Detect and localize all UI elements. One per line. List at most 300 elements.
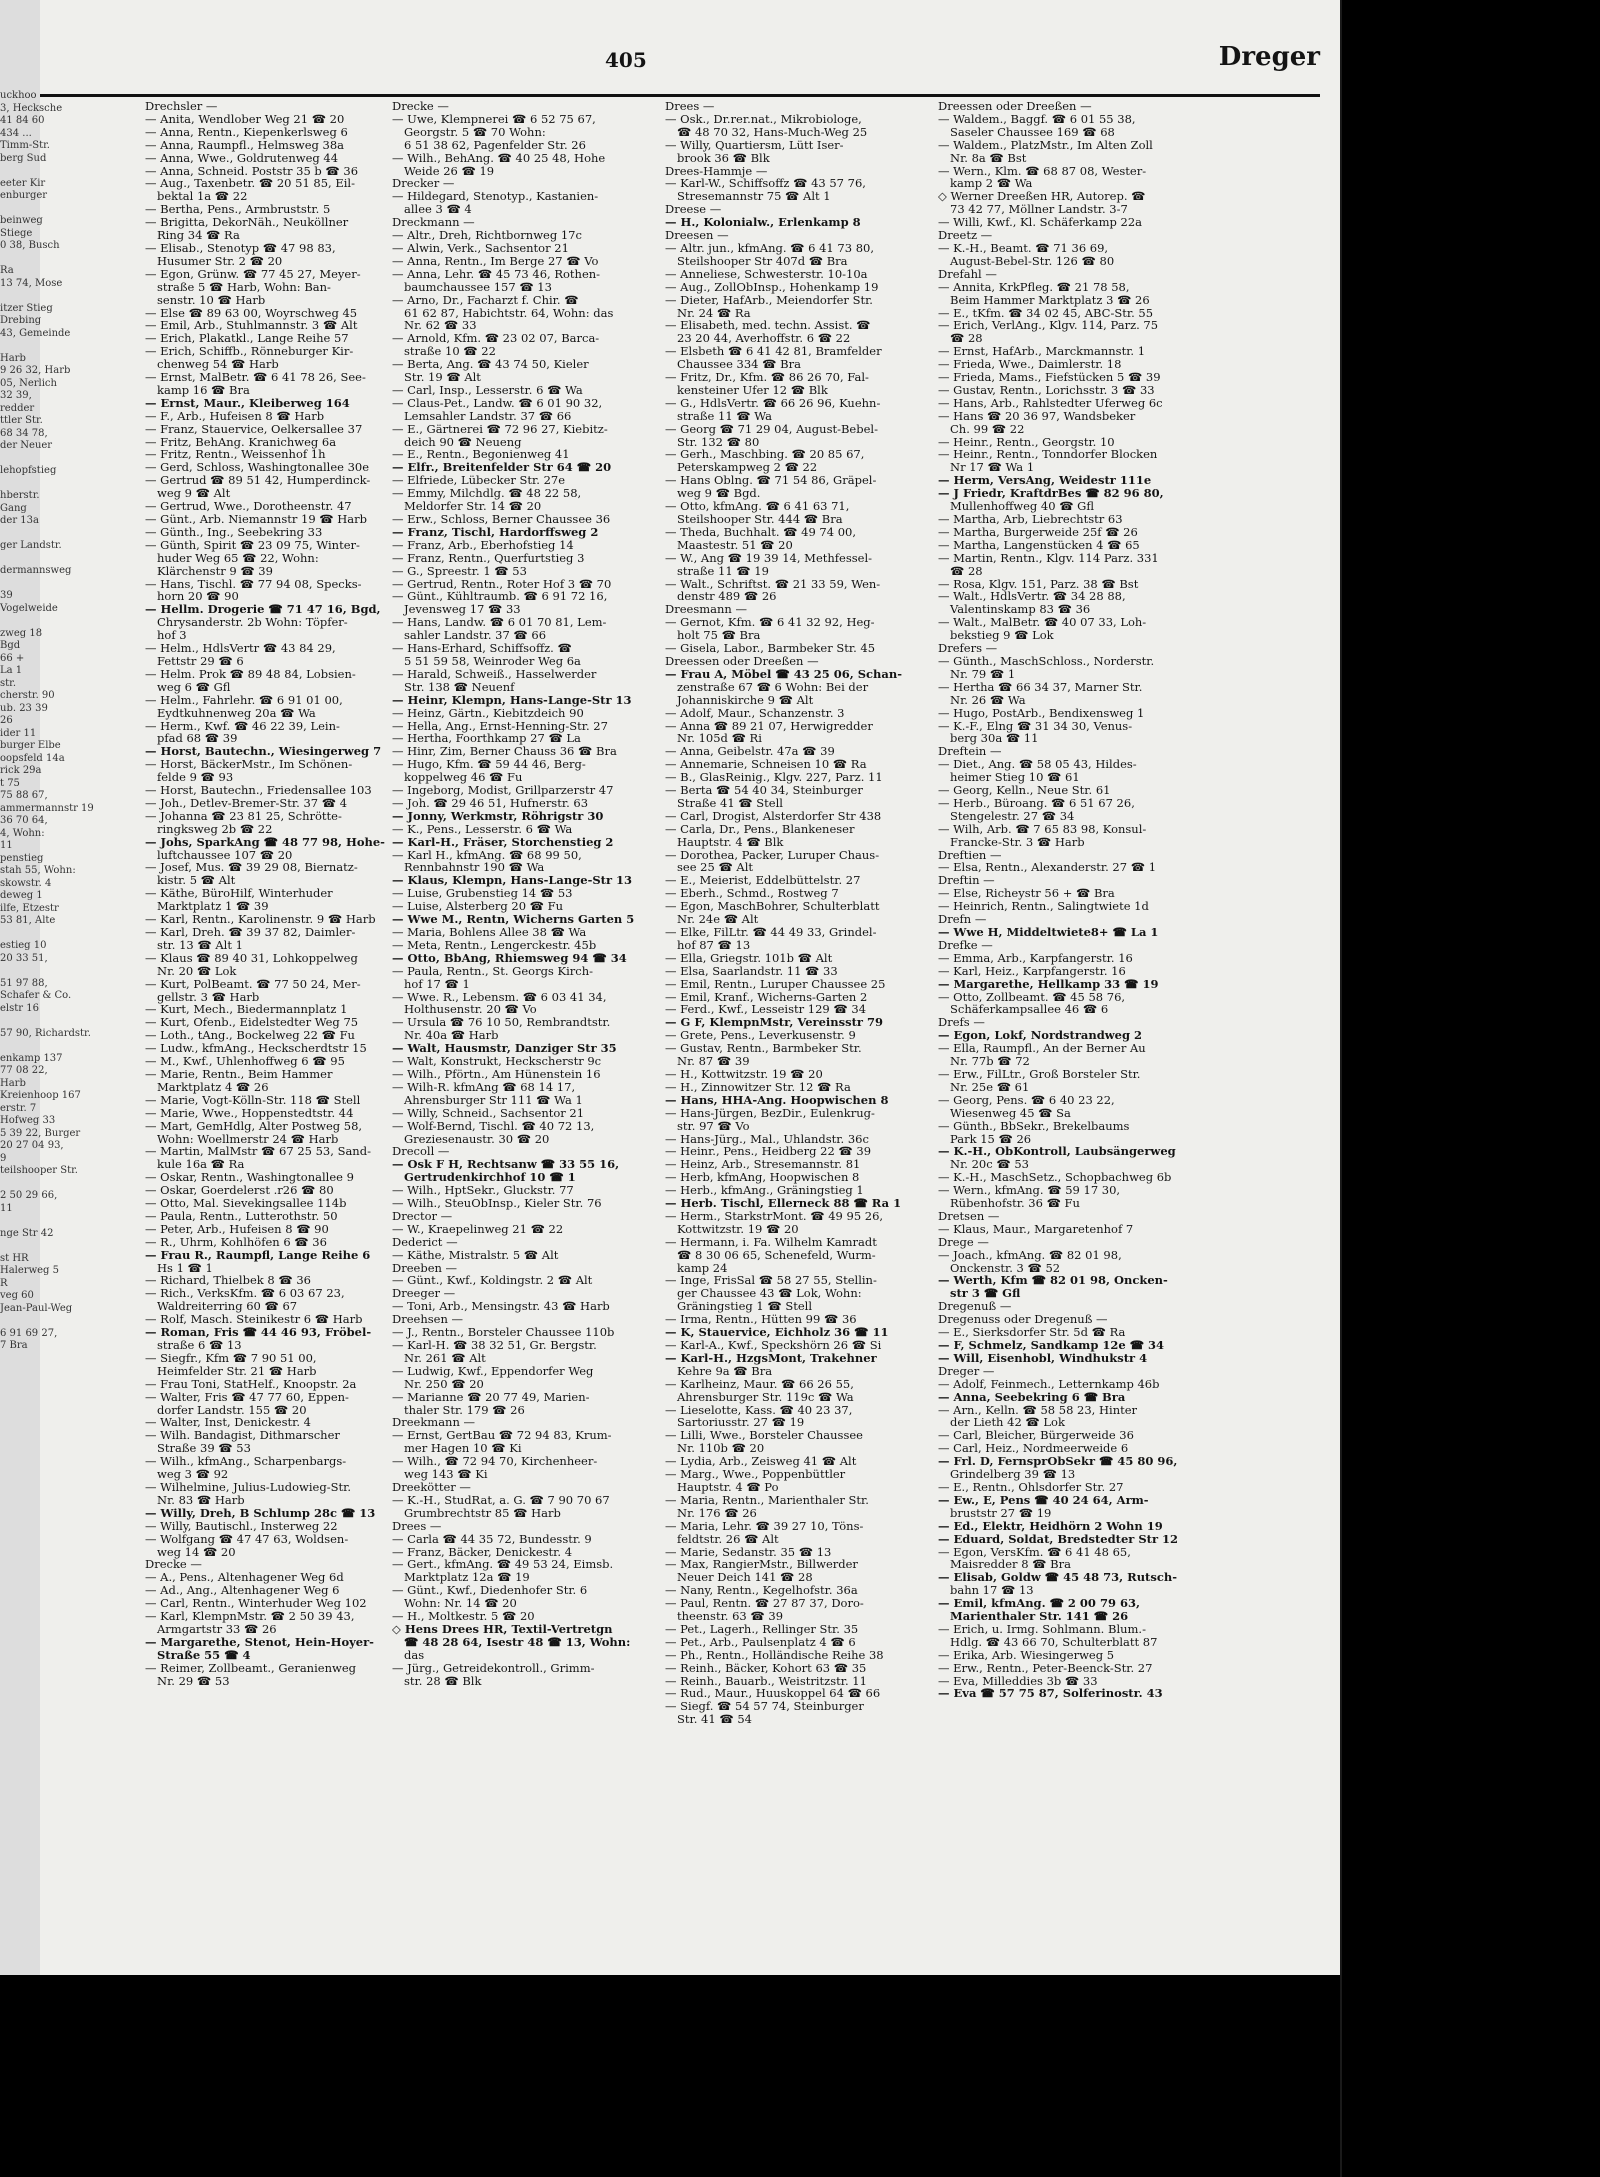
directory-entry: — Günth., BbSekr., Brekelbaums (938, 1118, 1130, 1133)
directory-entry: Nr. 79 ☎ 1 (950, 666, 1016, 681)
surname-heading: Dreeben — (392, 1260, 458, 1275)
directory-entry: — J., Rentn., Borsteler Chaussee 110b (392, 1325, 615, 1340)
directory-entry: mer Hagen 10 ☎ Ki (404, 1441, 522, 1456)
prev-page-fragment: burger Elbe (0, 740, 61, 751)
directory-entry: Georgstr. 5 ☎ 70 Wohn: (404, 124, 546, 139)
directory-entry: — Horst, BäckerMstr., Im Schönen- (145, 757, 353, 772)
directory-entry: Str. 132 ☎ 80 (677, 434, 760, 449)
directory-entry: — Heinr., Pens., Heidberg 22 ☎ 39 (665, 1144, 872, 1159)
directory-entry: — Will, Eisenhobl, Windhukstr 4 (938, 1350, 1148, 1365)
directory-entry: — Carl, Bleicher, Bürgerweide 36 (938, 1428, 1134, 1443)
directory-entry: — Carla ☎ 44 35 72, Bundesstr. 9 (392, 1531, 592, 1546)
directory-entry: — Marie, Vogt-Kölln-Str. 118 ☎ Stell (145, 1092, 361, 1107)
directory-entry: — Hella, Ang., Ernst-Henning-Str. 27 (392, 718, 608, 733)
prev-page-fragment: 53 81, Alte (0, 915, 56, 926)
directory-entry: weg 3 ☎ 92 (157, 1467, 229, 1482)
directory-entry: — Ella, Griegstr. 101b ☎ Alt (665, 950, 833, 965)
directory-entry: — Herb., Büroang. ☎ 6 51 67 26, (938, 795, 1135, 810)
directory-entry: — Gernot, Kfm. ☎ 6 41 32 92, Heg- (665, 615, 875, 630)
prev-page-fragment: 7 Bra (0, 1340, 28, 1351)
directory-entry: — Anna, Seebekring 6 ☎ Bra (938, 1389, 1126, 1404)
directory-entry: — Heinr., Rentn., Tonndorfer Blocken (938, 447, 1158, 462)
directory-entry: — Walt, Konstrukt, Heckscherstr 9c (392, 1054, 602, 1069)
directory-entry: — Karl, Rentn., Karolinenstr. 9 ☎ Harb (145, 912, 376, 927)
prev-page-fragment (0, 1015, 40, 1028)
directory-entry: — Georg ☎ 71 29 04, August-Bebel- (665, 421, 878, 436)
directory-entry: Johanniskirche 9 ☎ Alt (677, 692, 814, 707)
directory-entry: feldtstr. 26 ☎ Alt (677, 1531, 779, 1546)
directory-entry: — Maria, Bohlens Allee 38 ☎ Wa (392, 925, 587, 939)
prev-page-fragment: Schafer & Co. (0, 990, 72, 1001)
directory-entry: — H., Kolonialw., Erlenkamp 8 (665, 215, 861, 230)
directory-entry: Lemsahler Landstr. 37 ☎ 66 (404, 408, 572, 423)
directory-entry: — R., Uhrm, Kohlhöfen 6 ☎ 36 (145, 1234, 327, 1249)
directory-entry: — W., Ang ☎ 19 39 14, Methfessel- (665, 550, 873, 565)
directory-entry: kule 16a ☎ Ra (157, 1157, 245, 1172)
directory-entry: — Walter, Inst, Denickestr. 4 (145, 1415, 311, 1430)
directory-entry: — Günt., Kwf., Diedenhofer Str. 6 (392, 1583, 588, 1598)
directory-entry: — Fritz, Dr., Kfm. ☎ 86 26 70, Fal- (665, 370, 869, 385)
directory-entry: — Maria, Rentn., Marienthaler Str. (665, 1492, 869, 1507)
directory-entry: — Johanna ☎ 23 81 25, Schrötte- (145, 808, 342, 823)
directory-entry: — Hugo, PostArb., Bendixensweg 1 (938, 705, 1145, 720)
directory-entry: — Wilh., Pförtn., Am Hünenstein 16 (392, 1066, 601, 1081)
directory-entry: — Carl, Rentn., Winterhuder Weg 102 (145, 1596, 367, 1611)
directory-entry: — Hildegard, Stenotyp., Kastanien- (392, 189, 599, 204)
directory-entry: Hs 1 ☎ 1 (157, 1260, 213, 1275)
directory-entry: — Fritz, BehAng. Kranichweg 6a (145, 434, 337, 449)
surname-heading: Dreftin — (938, 873, 995, 888)
directory-entry: Chaussee 334 ☎ Bra (677, 357, 801, 372)
directory-entry: Wohn: Nr. 14 ☎ 20 (404, 1596, 517, 1611)
directory-entry: Nr. 110b ☎ 20 (677, 1441, 765, 1456)
directory-entry: — Martin, Rentn., Klgv. 114 Parz. 331 (938, 550, 1159, 565)
prev-page-fragment: str. (0, 677, 17, 689)
directory-entry: — Peter, Arb., Hufeisen 8 ☎ 90 (145, 1221, 329, 1236)
prev-page-fragment: 20 27 04 93, (0, 1140, 64, 1151)
directory-entry: — Frieda, Wwe., Daimlerstr. 18 (938, 357, 1122, 372)
directory-entry: — Heinr, Klempn, Hans-Lange-Str 13 (392, 692, 632, 707)
directory-entry: — Wwe M., Rentn, Wicherns Garten 5 (392, 912, 635, 927)
directory-entry: straße 10 ☎ 22 (404, 344, 496, 359)
directory-entry: — Gertrud, Wwe., Dorotheenstr. 47 (145, 499, 352, 514)
prev-page-fragment: 11 (0, 1202, 13, 1214)
directory-entry: Nr 17 ☎ Wa 1 (950, 460, 1035, 475)
directory-entry: Ahrensburger Str. 119c ☎ Wa (677, 1389, 854, 1404)
prev-page-fragment: ider 11 (0, 727, 37, 739)
directory-entry: — Karl-W., Schiffsoffz ☎ 43 57 76, (665, 176, 866, 191)
directory-entry: — H., Zinnowitzer Str. 12 ☎ Ra (665, 1079, 851, 1094)
prev-page-fragment: 4, Wohn: (0, 827, 45, 839)
directory-entry: — Anna, Raumpfl., Helmsweg 38a (145, 137, 345, 152)
prev-page-fragment: erstr. 7 (0, 1102, 37, 1114)
directory-entry: — Arn., Kelln. ☎ 58 58 23, Hinter (938, 1402, 1138, 1417)
prev-page-fragment: elstr 16 (0, 1002, 39, 1014)
directory-entry: — Wilhelmine, Julius-Ludowieg-Str. (145, 1479, 351, 1494)
directory-entry: — Klaus, Klempn, Hans-Lange-Str 13 (392, 873, 633, 888)
directory-entry: bekstieg 9 ☎ Lok (950, 628, 1054, 643)
directory-entry: str. 28 ☎ Blk (404, 1673, 482, 1688)
prev-page-fragment: enburger (0, 190, 48, 201)
directory-entry: — Siegf. ☎ 54 57 74, Steinburger (665, 1699, 864, 1714)
directory-entry: 23 20 44, Averhoffstr. 6 ☎ 22 (677, 331, 851, 346)
column-4 (938, 100, 1218, 1980)
directory-entry: — K.-F., Elng ☎ 31 34 30, Venus- (938, 718, 1133, 733)
directory-entry: — Emil, Rentn., Luruper Chaussee 25 (665, 976, 886, 991)
directory-entry: — Martha, Langenstücken 4 ☎ 65 (938, 537, 1140, 552)
directory-entry: — Bertha, Pens., Armbruststr. 5 (145, 202, 331, 217)
directory-entry: 6 51 38 62, Pagenfelder Str. 26 (404, 137, 586, 152)
directory-entry: — Herm., StarkstrMont. ☎ 49 95 26, (665, 1208, 884, 1223)
directory-entry: — Elisab, Goldw ☎ 45 48 73, Rutsch- (938, 1570, 1177, 1585)
surname-heading: Dreeger — (392, 1286, 456, 1301)
prev-page-fragment (0, 340, 40, 353)
directory-entry: Beim Hammer Marktplatz 3 ☎ 26 (950, 292, 1150, 307)
directory-entry: — Inge, FrisSal ☎ 58 27 55, Stellin- (665, 1273, 877, 1288)
directory-entry: — Wwe H, Middeltwiete8+ ☎ La 1 (938, 925, 1159, 939)
directory-entry: Onckenstr. 3 ☎ 52 (950, 1260, 1061, 1275)
directory-entry: allee 3 ☎ 4 (404, 202, 472, 217)
directory-entry: — Arnold, Kfm. ☎ 23 02 07, Barca- (392, 331, 600, 346)
directory-entry: — Alwin, Verk., Sachsentor 21 (392, 240, 569, 255)
directory-entry: — Diet., Ang. ☎ 58 05 43, Hildes- (938, 757, 1137, 772)
directory-entry: — Martha, Burgerweide 25f ☎ 26 (938, 524, 1138, 539)
prev-page-fragment (0, 928, 40, 941)
directory-entry: — Heinr., Rentn., Georgstr. 10 (938, 434, 1115, 449)
prev-page-fragment (0, 478, 40, 491)
prev-page-fragment: Ra (0, 265, 14, 276)
prev-page-fragment: Hofweg 33 (0, 1115, 56, 1126)
prev-page-fragment: Stiege (0, 227, 33, 239)
prev-page-fragment: stah 55, Wohn: (0, 865, 76, 876)
directory-entry: — Maria, Lehr. ☎ 39 27 10, Töns- (665, 1518, 864, 1533)
directory-entry: — Rud., Maur., Huuskoppel 64 ☎ 66 (665, 1686, 881, 1701)
directory-entry: deich 90 ☎ Neueng (404, 434, 522, 449)
directory-entry: — Hans, Arb., Rahlstedter Uferweg 6c (938, 395, 1163, 410)
directory-entry: Nr. 250 ☎ 20 (404, 1376, 484, 1391)
directory-entry: — E., tKfm. ☎ 34 02 45, ABC-Str. 55 (938, 305, 1154, 320)
directory-entry: — Frau R., Raumpfl, Lange Reihe 6 (145, 1247, 371, 1262)
directory-entry: — Claus-Pet., Landw. ☎ 6 01 90 32, (392, 395, 603, 410)
directory-entry: — Eberh., Schmd., Rostweg 7 (665, 886, 839, 901)
directory-entry: — Erich, u. Irmg. Sohlmann. Blum.- (938, 1621, 1146, 1636)
column-1 (145, 99, 385, 1980)
directory-entry: — Rosa, Klgv. 151, Parz. 38 ☎ Bst (938, 576, 1139, 591)
directory-entry: — Mart, GemHdlg, Alter Postweg 58, (145, 1118, 363, 1133)
prev-page-fragment: 20 33 51, (0, 952, 48, 964)
directory-entry: straße 11 ☎ Wa (677, 408, 772, 423)
directory-entry: — Josef, Mus. ☎ 39 29 08, Biernatz- (145, 860, 358, 875)
directory-entry: — Ernst, HafArb., Marckmannstr. 1 (938, 344, 1146, 359)
directory-entry: Nr. 26 ☎ Wa (950, 692, 1026, 707)
prev-page-fragment: Bgd (0, 640, 21, 651)
directory-entry: — Herm., Kwf. ☎ 46 22 39, Lein- (145, 718, 340, 733)
directory-entry: — Carla, Dr., Pens., Blankeneser (665, 821, 855, 836)
directory-entry: — Rolf, Masch. Steinikestr 6 ☎ Harb (145, 1312, 363, 1327)
directory-entry: Marienthaler Str. 141 ☎ 26 (950, 1609, 1129, 1624)
prev-page-fragment: redder (0, 402, 35, 414)
prev-page-fragment: ub. 23 39 (0, 702, 48, 714)
surname-heading: Dreehsen — (392, 1312, 464, 1327)
directory-entry: — Karlheinz, Maur. ☎ 66 26 55, (665, 1376, 854, 1391)
directory-entry: Nr. 83 ☎ Harb (157, 1492, 245, 1507)
prev-page-fragment: 13 74, Mose (0, 277, 63, 289)
directory-entry: — Erich, Schiffb., Rönneburger Kir- (145, 344, 354, 359)
directory-entry: — Lieselotte, Kass. ☎ 40 23 37, (665, 1402, 853, 1417)
directory-entry: — Franz, Bäcker, Denickestr. 4 (392, 1544, 573, 1559)
directory-entry: — Anna, Geibelstr. 47a ☎ 39 (665, 744, 835, 759)
directory-entry: Str. 41 ☎ 54 (677, 1712, 752, 1727)
directory-entry: — K.-H., Beamt. ☎ 71 36 69, (938, 240, 1109, 255)
directory-entry: — Willy, Quartiersm, Lütt Iser- (665, 137, 844, 152)
surname-heading: Drefahl — (938, 266, 997, 281)
directory-entry: — Otto, BbAng, Rhiemsweg 94 ☎ 34 (392, 950, 627, 965)
directory-entry: — Emmy, Milchdlg. ☎ 48 22 58, (392, 486, 582, 501)
directory-entry: — Gertrud ☎ 89 51 42, Humperdinck- (145, 473, 371, 488)
directory-entry: — Käthe, Mistralstr. 5 ☎ Alt (392, 1247, 559, 1262)
directory-entry: — Emil, Kranf., Wicherns-Garten 2 (665, 989, 868, 1004)
directory-entry: — Elsa, Rentn., Alexanderstr. 27 ☎ 1 (938, 860, 1157, 875)
prev-page-fragment (0, 290, 40, 303)
directory-entry: — Hans-Erhard, Schiffsoffz. ☎ (392, 641, 572, 656)
prev-page-fragment: veg 60 (0, 1290, 34, 1301)
directory-entry: — Emma, Arb., Karpfangerstr. 16 (938, 950, 1133, 965)
directory-entry: Rübenhofstr. 36 ☎ Fu (950, 1196, 1080, 1211)
directory-entry: Valentinskamp 83 ☎ 36 (950, 602, 1091, 617)
prev-page-fragment (0, 528, 40, 541)
surname-heading: Dretsen — (938, 1208, 1000, 1223)
prev-page-fragment: 0 38, Busch (0, 240, 60, 251)
directory-entry: theenstr. 63 ☎ 39 (677, 1609, 784, 1624)
prev-page-fragment: R (0, 1277, 8, 1289)
directory-entry: Heimfelder Str. 21 ☎ Harb (157, 1363, 317, 1378)
directory-entry: Nr. 77b ☎ 72 (950, 1054, 1030, 1069)
directory-entry: gellstr. 3 ☎ Harb (157, 989, 260, 1004)
directory-entry: — Hans-Jürgen, BezDir., Eulenkrug- (665, 1105, 875, 1120)
directory-entry: — Egon, Grünw. ☎ 77 45 27, Meyer- (145, 266, 361, 281)
directory-entry: huder Weg 65 ☎ 22, Wohn: (157, 550, 319, 565)
directory-entry: thaler Str. 179 ☎ 26 (404, 1402, 525, 1417)
surname-heading: Dreftien — (938, 847, 1002, 862)
directory-entry: Peterskampweg 2 ☎ 22 (677, 460, 818, 475)
directory-entry: ☎ 8 30 06 65, Schenefeld, Wurm- (677, 1247, 876, 1262)
directory-entry: — G F, KlempnMstr, Vereinsstr 79 (665, 1015, 883, 1030)
directory-entry: — Gertrud, Rentn., Roter Hof 3 ☎ 70 (392, 576, 612, 591)
directory-entry: — Brigitta, DekorNäh., Neuköllner (145, 215, 349, 230)
directory-entry: — Ursula ☎ 76 10 50, Rembrandtstr. (392, 1015, 611, 1030)
directory-entry: — Elisabeth, med. techn. Assist. ☎ (665, 318, 871, 333)
directory-entry: sahler Landstr. 37 ☎ 66 (404, 628, 547, 643)
directory-entry: — Ludw., kfmAng., Heckscherdtstr 15 (145, 1041, 367, 1056)
prev-page-fragment (0, 253, 40, 266)
prev-page-fragment: Timm-Str. (0, 140, 50, 151)
directory-entry: — Elke, FilLtr. ☎ 44 49 33, Grindel- (665, 925, 877, 939)
directory-entry: — Aug., ZollObInsp., Hohenkamp 19 (665, 279, 879, 294)
directory-entry: — Heinrich, Rentn., Salingtwiete 1d (938, 899, 1149, 914)
directory-entry: Husumer Str. 2 ☎ 20 (157, 253, 283, 268)
directory-entry: Weide 26 ☎ 19 (404, 163, 495, 178)
directory-entry: — Helm. Prok ☎ 89 48 84, Lobsien- (145, 666, 356, 681)
directory-entry: denstr 489 ☎ 26 (677, 589, 777, 604)
directory-entry: — K.-H., MaschSetz., Schopbachweg 6b (938, 1170, 1172, 1185)
prev-page-fragment (0, 965, 40, 978)
directory-entry: — Lilli, Wwe., Borsteler Chaussee (665, 1428, 863, 1443)
prev-page-fragment: 36 70 64, (0, 815, 48, 826)
directory-entry: — Nany, Rentn., Kegelhofstr. 36a (665, 1583, 858, 1598)
directory-entry: — Richard, Thielbek 8 ☎ 36 (145, 1273, 311, 1288)
surname-heading: Drees-Hammje — (665, 163, 768, 178)
directory-entry: — Paula, Rentn., Lutterothstr. 50 (145, 1208, 338, 1223)
directory-entry: — Anna, Lehr. ☎ 45 73 46, Rothen- (392, 266, 601, 281)
directory-entry: Wiesenweg 45 ☎ Sa (950, 1105, 1071, 1120)
prev-page-fragment: rick 29a (0, 765, 42, 776)
directory-entry: — Werth, Kfm ☎ 82 01 98, Oncken- (938, 1273, 1168, 1288)
directory-entry: — E., Sierksdorfer Str. 5d ☎ Ra (938, 1325, 1126, 1340)
directory-entry: Steilshooper Str. 444 ☎ Bra (677, 512, 843, 526)
prev-page-fragment: 05, Nerlich (0, 377, 57, 389)
prev-page-fragment: 39 (0, 590, 13, 601)
directory-entry: — Horst, Bautechn., Friedensallee 103 (145, 783, 372, 798)
directory-entry: 5 51 59 58, Weinroder Weg 6a (404, 653, 581, 668)
directory-entry: Straße 39 ☎ 53 (157, 1441, 251, 1456)
prev-page-fragment: estieg 10 (0, 940, 47, 951)
directory-entry: see 25 ☎ Alt (677, 860, 754, 875)
directory-entry: — Kurt, Mech., Biedermannplatz 1 (145, 1002, 348, 1017)
directory-entry: — Karl H., kfmAng. ☎ 68 99 50, (392, 847, 582, 862)
directory-entry: — Reimer, Zollbeamt., Geranienweg (145, 1660, 356, 1675)
directory-entry: der Lieth 42 ☎ Lok (950, 1415, 1065, 1430)
directory-entry: — Frau Toni, StatHelf., Knoopstr. 2a (145, 1376, 357, 1391)
directory-entry: — Fritz, Rentn., Weissenhof 1h (145, 447, 326, 462)
directory-entry: Marktplatz 1 ☎ 39 (157, 899, 269, 914)
directory-entry: — Kurt, PolBeamt. ☎ 77 50 24, Mer- (145, 976, 361, 991)
directory-entry: — Hans, Landw. ☎ 6 01 70 81, Lem- (392, 615, 607, 630)
directory-entry: — Osk., Dr.rer.nat., Mikrobiologe, (665, 111, 862, 126)
directory-entry: — Johs, SparkAng ☎ 48 77 98, Hohe- (145, 834, 385, 849)
prev-page-fragment: der Neuer (0, 440, 53, 451)
directory-entry: — Günt., Kühltraumb. ☎ 6 91 72 16, (392, 589, 608, 604)
directory-entry: das (404, 1647, 425, 1662)
directory-entry: — Erw., FilLtr., Groß Borsteler Str. (938, 1066, 1141, 1081)
directory-entry: — Walt., HdlsVertr. ☎ 34 28 88, (938, 589, 1126, 604)
directory-entry: — Walt., MalBetr. ☎ 40 07 33, Loh- (938, 615, 1147, 630)
directory-entry: Wohn: Woellmerstr 24 ☎ Harb (157, 1131, 339, 1146)
directory-entry: Nr. 87 ☎ 39 (677, 1054, 750, 1069)
directory-entry: — Otto, kfmAng. ☎ 6 41 63 71, (665, 499, 850, 514)
directory-entry: — Joh. ☎ 29 46 51, Hufnerstr. 63 (392, 795, 589, 810)
directory-entry: — Carl, Drogist, Alsterdorfer Str 438 (665, 808, 882, 823)
surname-heading: Drechsler — (145, 99, 218, 113)
prev-page-fragment (0, 453, 40, 466)
directory-entry: — Hellm. Drogerie ☎ 71 47 16, Bgd, (145, 602, 381, 617)
directory-entry: August-Bebel-Str. 126 ☎ 80 (950, 253, 1115, 268)
prev-page-fragment: oopsfeld 14a (0, 752, 65, 764)
directory-entry: hof 87 ☎ 13 (677, 937, 751, 952)
prev-page-fragment: ilfe, Etzestr (0, 902, 59, 914)
directory-entry: ☎ 48 70 32, Hans-Much-Weg 25 (677, 124, 868, 139)
directory-entry: — Marg., Wwe., Poppenbüttler (665, 1467, 846, 1482)
directory-entry: — Wolf-Bernd, Tischl. ☎ 40 72 13, (392, 1118, 595, 1133)
directory-entry: — Elisab., Stenotyp ☎ 47 98 83, (145, 240, 336, 255)
directory-entry: — Klaus, Maur., Margaretenhof 7 (938, 1221, 1134, 1236)
directory-entry: — Toni, Arb., Mensingstr. 43 ☎ Harb (392, 1299, 610, 1314)
directory-entry: weg 6 ☎ Gfl (157, 679, 231, 694)
directory-entry: — Kurt, Ofenb., Eidelstedter Weg 75 (145, 1015, 359, 1030)
surname-heading: Dreessen oder Dreeßen — (938, 99, 1092, 113)
directory-entry: Park 15 ☎ 26 (950, 1131, 1032, 1146)
directory-entry: — Franz, Stauervice, Oelkersallee 37 (145, 421, 363, 436)
scan-border (0, 1975, 1340, 2177)
directory-entry: — Margarethe, Stenot, Hein-Hoyer- (145, 1634, 374, 1649)
directory-entry: — Hans-Jürg., Mal., Uhlandstr. 36c (665, 1131, 869, 1146)
directory-entry: Mullenhoffweg 40 ☎ Gfl (950, 499, 1095, 514)
prev-page-fragment (0, 553, 40, 566)
surname-heading: Dreftein — (938, 744, 1002, 759)
directory-entry: weg 14 ☎ 20 (157, 1544, 236, 1559)
surname-heading: Dreger — (938, 1363, 995, 1378)
prev-page-fragment: 2 50 29 66, (0, 1190, 58, 1201)
prev-page-fragment: Vogelweide (0, 602, 58, 614)
prev-page-fragment: 57 90, Richardstr. (0, 1027, 91, 1039)
directory-entry: Steilshooper Str 407d ☎ Bra (677, 253, 848, 268)
directory-entry: — Lydia, Arb., Zeisweg 41 ☎ Alt (665, 1454, 857, 1469)
directory-entry: — Günt., Arb. Niemannstr 19 ☎ Harb (145, 512, 368, 526)
prev-page-fragment (0, 203, 40, 216)
directory-entry: Nr. 8a ☎ Bst (950, 150, 1027, 165)
directory-entry: — Paula, Rentn., St. Georgs Kirch- (392, 963, 593, 978)
directory-entry: Meldorfer Str. 14 ☎ 20 (404, 499, 542, 514)
directory-entry: — Margarethe, Hellkamp 33 ☎ 19 (938, 976, 1159, 991)
directory-entry: str. 13 ☎ Alt 1 (157, 937, 243, 952)
directory-entry: — Herm, VersAng, Weidestr 111e (938, 473, 1152, 488)
directory-entry: — Karl-H., Fräser, Storchenstieg 2 (392, 834, 614, 849)
directory-entry: Nr. 24e ☎ Alt (677, 912, 759, 927)
directory-entry: — H., Kottwitzstr. 19 ☎ 20 (665, 1066, 823, 1081)
directory-entry: — Marianne ☎ 20 77 49, Marien- (392, 1389, 590, 1404)
directory-entry: — Gerh., Maschbing. ☎ 20 85 67, (665, 447, 865, 462)
directory-entry: — Berta, Ang. ☎ 43 74 50, Kieler (392, 357, 589, 372)
surname-heading: Dreekmann — (392, 1415, 476, 1430)
directory-entry: kistr. 5 ☎ Alt (157, 873, 236, 888)
directory-entry: — Altr. jun., kfmAng. ☎ 6 41 73 80, (665, 240, 874, 255)
prev-page-fragment: eeter Kir (0, 177, 46, 189)
directory-entry: bruststr 27 ☎ 19 (950, 1505, 1052, 1520)
directory-entry: Str. 138 ☎ Neuenf (404, 679, 515, 694)
directory-entry: — Else ☎ 89 63 00, Woyrschweg 45 (145, 305, 358, 320)
surname-heading: Drector — (392, 1208, 453, 1223)
prev-page-fragment: teilshooper Str. (0, 1165, 78, 1176)
directory-entry: — F., Arb., Hufeisen 8 ☎ Harb (145, 408, 325, 423)
directory-entry: Nr. 176 ☎ 26 (677, 1505, 757, 1520)
directory-entry: — Luise, Alsterberg 20 ☎ Fu (392, 899, 564, 914)
prev-page-fragment: 68 34 78, (0, 427, 48, 439)
directory-entry: berg 30a ☎ 11 (950, 731, 1039, 746)
directory-entry: Grindelberg 39 ☎ 13 (950, 1467, 1076, 1482)
directory-entry: — Günth., Ing., Seebekring 33 (145, 524, 323, 539)
directory-entry: — Ernst, MalBetr. ☎ 6 41 78 26, See- (145, 370, 366, 385)
directory-entry: — Walt., Schriftst. ☎ 21 33 59, Wen- (665, 576, 881, 591)
directory-entry: — Anna, Wwe., Goldrutenweg 44 (145, 150, 339, 165)
prev-page-fragment: 9 (0, 1152, 7, 1164)
directory-entry: — Horst, Bautechn., Wiesingerweg 7 (145, 744, 382, 759)
directory-entry: — Carl, Heiz., Nordmeerweide 6 (938, 1441, 1129, 1456)
directory-entry: — Anneliese, Schwesterstr. 10-10a (665, 266, 868, 281)
directory-entry: — Anita, Wendlober Weg 21 ☎ 20 (145, 111, 345, 126)
directory-entry: — Ingeborg, Modist, Grillparzerstr 47 (392, 783, 614, 798)
directory-entry: — Karl-H. ☎ 38 32 51, Gr. Bergstr. (392, 1338, 597, 1352)
directory-entry: — Gert., kfmAng. ☎ 49 53 24, Eimsb. (392, 1557, 614, 1572)
prev-page-fragment: beinweg (0, 215, 43, 226)
